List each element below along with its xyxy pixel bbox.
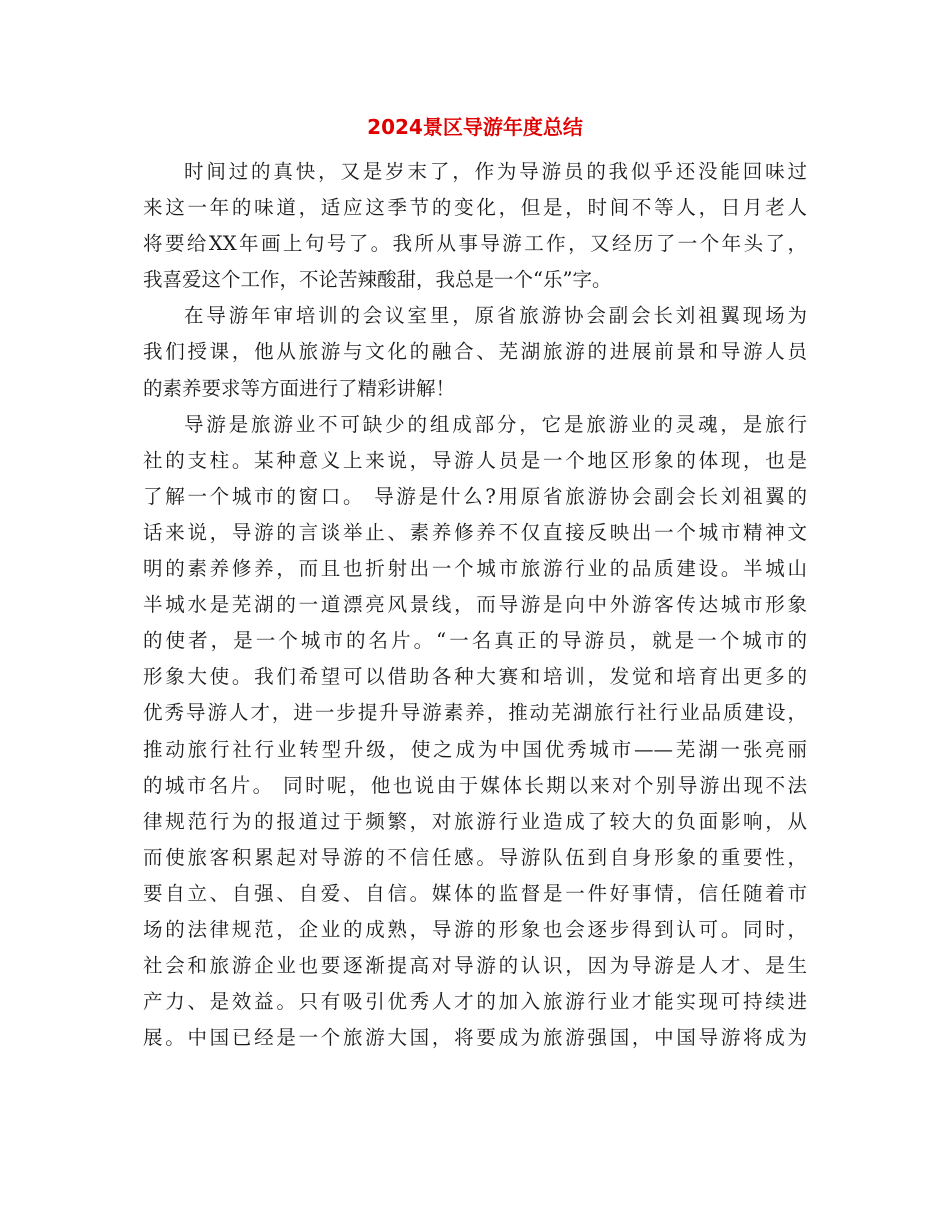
text-line: 在导游年审培训的会议室里，原省旅游协会副会长刘祖翼现场为 — [184, 304, 807, 328]
text-line: 明的素养修养，而且也折射出一个城市旅游行业的品质建设。半城山 — [143, 557, 807, 581]
text-line: 话来说，导游的言谈举止、素养修养不仅直接反映出一个城市精神文 — [143, 520, 807, 544]
text-line: 场的法律规范，企业的成熟，导游的形象也会逐步得到认可。同时， — [143, 917, 807, 941]
paragraph-2 — [143, 298, 807, 406]
text-line: 推动旅行社行业转型升级，使之成为中国优秀城市——芜湖一张亮丽 — [143, 737, 807, 761]
text-line: 要自立、自强、自爱、自信。媒体的监督是一件好事情，信任随着市 — [143, 881, 807, 905]
paragraph-1 — [143, 154, 807, 298]
text-line: 将要给XX年画上句号了。我所从事导游工作，又经历了一个年头了， — [143, 232, 807, 256]
text-line: 的使者，是一个城市的名片。“一名真正的导游员，就是一个城市的 — [143, 629, 807, 653]
text-line: 优秀导游人才，进一步提升导游素养，推动芜湖旅行社行业品质建设， — [143, 701, 807, 725]
paragraph-3 — [143, 407, 807, 1057]
text-line: 产力、是效益。只有吸引优秀人才的加入旅游行业才能实现可持续进 — [143, 990, 807, 1014]
text-line: 社会和旅游企业也要逐渐提高对导游的认识，因为导游是人才、是生 — [143, 954, 807, 978]
text-line: 来这一年的味道，适应这季节的变化，但是，时间不等人，日月老人 — [143, 196, 807, 220]
text-line: 的素养要求等方面进行了精彩讲解！ — [143, 376, 456, 400]
text-line: 形象大使。我们希望可以借助各种大赛和培训，发觉和培育出更多的 — [143, 665, 807, 689]
text-line: 导游是旅游业不可缺少的组成部分，它是旅游业的灵魂，是旅行 — [184, 412, 807, 436]
text-line: 了解一个城市的窗口。 导游是什么?用原省旅游协会副会长刘祖翼的 — [143, 484, 807, 508]
document-title: 2024景区导游年度总结 — [367, 115, 583, 139]
text-line: 的城市名片。 同时呢，他也说由于媒体长期以来对个别导游出现不法 — [143, 773, 807, 797]
text-line: 半城水是芜湖的一道漂亮风景线，而导游是向中外游客传达城市形象 — [143, 593, 807, 617]
text-line: 我们授课，他从旅游与文化的融合、芜湖旅游的进展前景和导游人员 — [143, 340, 807, 364]
text-line: 我喜爱这个工作，不论苦辣酸甜，我总是一个“乐”字。 — [143, 268, 612, 292]
text-line: 社的支柱。某种意义上来说，导游人员是一个地区形象的体现，也是 — [143, 448, 807, 472]
document-body — [143, 154, 807, 1056]
text-line: 时间过的真快，又是岁末了，作为导游员的我似乎还没能回味过 — [184, 160, 807, 183]
text-line: 展。中国已经是一个旅游大国，将要成为旅游强国，中国导游将成为 — [143, 1026, 807, 1050]
text-line: 而使旅客积累起对导游的不信任感。导游队伍到自身形象的重要性， — [143, 845, 807, 869]
text-line: 律规范行为的报道过于频繁，对旅游行业造成了较大的负面影响，从 — [143, 809, 807, 833]
